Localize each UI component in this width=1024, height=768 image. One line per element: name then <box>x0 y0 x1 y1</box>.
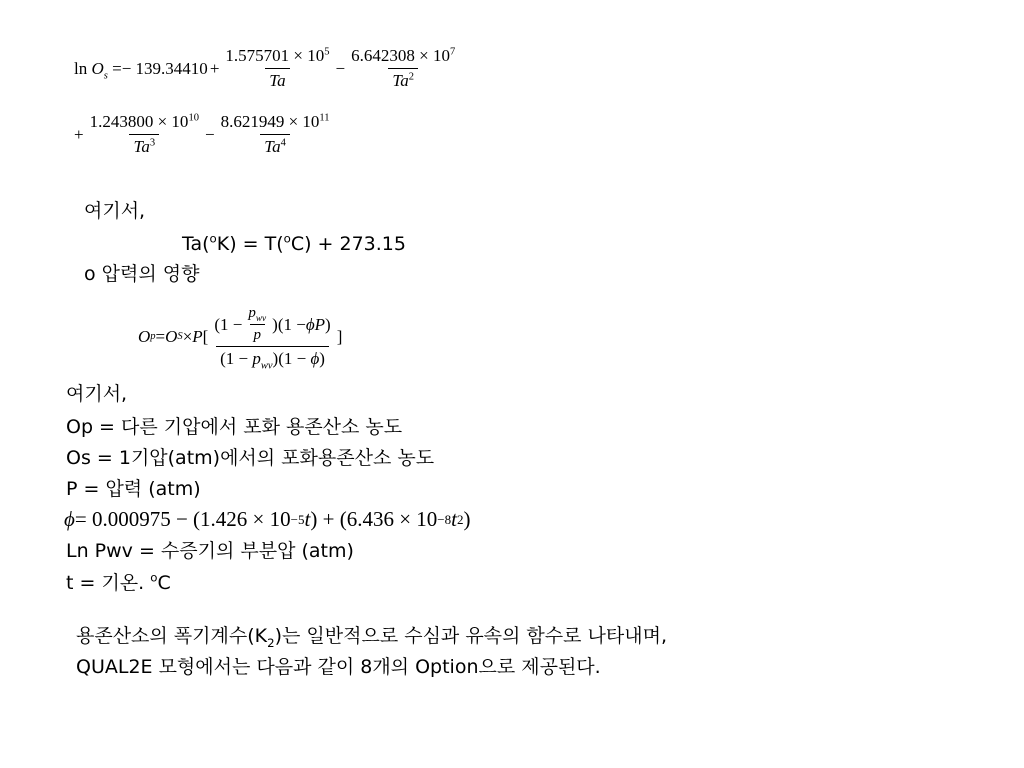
eq1-fraction-1: $\frac{1.575701 \times 10^5}{Ta}$ <box>225 46 330 90</box>
definition-t: t = 기온. $^o$C <box>66 570 171 594</box>
paragraph-line-1: 용존산소의 폭기계수$(K_2)$는 일반적으로 수심과 유속의 함수로 나타내며, <box>76 625 667 650</box>
eq1-constant: − 139.34410 <box>121 58 208 78</box>
equation-ln-os-line1 <box>74 46 461 91</box>
where-label-2: 여기서, <box>66 383 128 405</box>
eq1-fraction-3: $\frac{1.243800 \times 10^{10}}{Ta^3}$ <box>89 112 199 156</box>
eq2-main-fraction: (1 − $\frac{p_{wv}}{p}$ )(1 − ϕ P ) $(1 - p_{wv})(1 - \phi)$ <box>214 305 331 372</box>
eq1-minus: − <box>335 58 346 78</box>
equation-ln-os-line2 <box>74 112 336 157</box>
definition-p: P = 압력 (atm) <box>66 478 201 500</box>
paragraph-line-2: QUAL2E 모형에서는 다음과 같이 8개의 Option으로 제공된다. <box>76 656 601 678</box>
definition-os: Os = 1기압(atm)에서의 포화용존산소 농도 <box>66 447 435 469</box>
equation-op: O p = O S × P [ (1 − $\frac{p_{wv}}{p}$ )(1 − ϕ P ) $(1 - p_{wv})(1 - \phi)$ ] <box>138 305 343 372</box>
definition-pwv: Ln Pwv = 수증기의 부분압 (atm) <box>66 540 354 562</box>
eq1-fraction-2: $\frac{6.642308 \times 10^7}{Ta^2}$ <box>351 46 456 90</box>
eq1-plus: + <box>209 58 220 78</box>
eq2-inner-fraction: $\frac{p_{wv}}{p}$ <box>248 305 267 343</box>
eq1-plus-2: + <box>74 124 84 144</box>
pressure-effect-heading: o 압력의 영향 <box>84 263 200 285</box>
definition-op: Op = 다른 기압에서 포화 용존산소 농도 <box>66 416 403 438</box>
ta-definition: Ta($^o$K) = T($^o$C) + 273.15 <box>182 231 406 255</box>
eq1-lhs: $\ln O_s$ = <box>74 58 122 81</box>
eq1-fraction-4: $\frac{8.621949 \times 10^{11}}{Ta^4}$ <box>220 112 330 156</box>
eq1-minus-2: − <box>204 124 215 144</box>
where-label-1: 여기서, <box>84 200 146 222</box>
equation-phi: ϕ = 0.000975 − (1.426 × 10 −5 t ) + (6.436 × 10 −8 t 2 ) <box>64 507 471 531</box>
